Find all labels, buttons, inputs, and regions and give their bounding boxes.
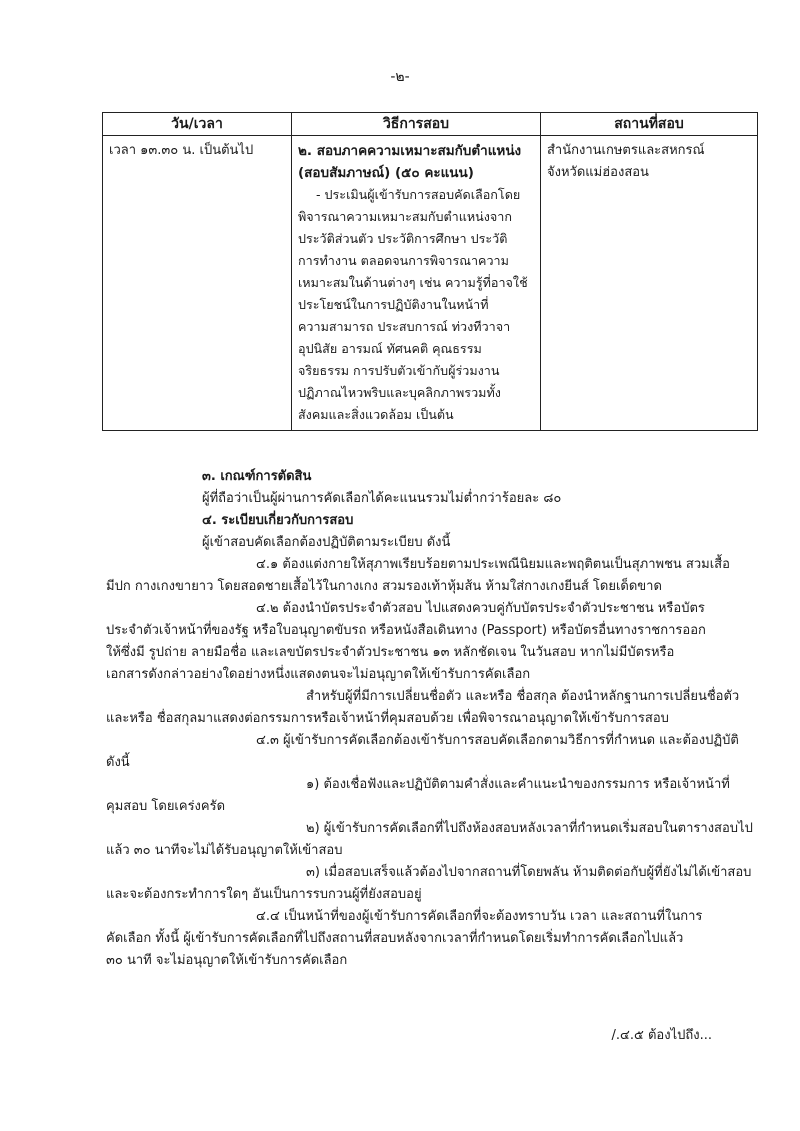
paragraph-line: เอกสารดังกล่าวอย่างใดอย่างหนึ่งแสดงตนจะไม่อนุญาตให้เข้ารับการคัดเลือก xyxy=(106,667,531,682)
paragraph-line: ประจำตัวเจ้าหน้าที่ของรัฐ หรือใบอนุญาตขับรถ หรือหนังสือเดินทาง (Passport) หรือบัตรอื่นทางราชการออก xyxy=(106,623,706,638)
cell-method xyxy=(292,136,541,431)
header-date-time: วัน/เวลา xyxy=(103,113,292,136)
paragraph-line: ๓) เมื่อสอบเสร็จแล้วต้องไปจากสถานที่โดยพลัน ห้ามติดต่อกับผู้ที่ยังไม่ได้เข้าสอบ xyxy=(306,865,752,880)
cell-place xyxy=(541,136,758,431)
paragraph-line: แล้ว ๓๐ นาทีจะไม่ได้รับอนุญาตให้เข้าสอบ xyxy=(106,843,343,858)
section-heading-criteria: ๓. เกณฑ์การตัดสิน xyxy=(202,469,312,484)
schedule-table xyxy=(102,112,758,431)
paragraph-line: และจะต้องกระทำการใดๆ อันเป็นการรบกวนผู้ที่ยังสอบอยู่ xyxy=(106,887,422,902)
rules-intro: ผู้เข้าสอบคัดเลือกต้องปฏิบัติตามระเบียบ ดังนี้ xyxy=(202,535,451,550)
criteria-text: ผู้ที่ถือว่าเป็นผู้ผ่านการคัดเลือกได้คะแนนรวมไม่ต่ำกว่าร้อยละ ๘๐ xyxy=(202,491,562,506)
paragraph-line: ๒) ผู้เข้ารับการคัดเลือกที่ไปถึงห้องสอบหลังเวลาที่กำหนดเริ่มสอบในตารางสอบไป xyxy=(306,821,753,836)
paragraph-line: คัดเลือก ทั้งนี้ ผู้เข้ารับการคัดเลือกที่ไปถึงสถานที่สอบหลังจากเวลาที่กำหนดโดยเริ่มทำการคัดเลือกไปแล้ว xyxy=(106,931,684,946)
section-heading-rules: ๔. ระเบียบเกี่ยวกับการสอบ xyxy=(202,513,354,528)
method-line: ปฏิภาณไหวพริบและบุคลิกภาพรวมทั้ง xyxy=(298,385,501,400)
place-line: จังหวัดแม่ฮ่องสอน xyxy=(547,165,649,180)
table-header-row xyxy=(103,113,758,136)
paragraph-line: ๑) ต้องเชื่อฟังและปฏิบัติตามคำสั่งและคำแนะนำของกรรมการ หรือเจ้าหน้าที่ xyxy=(306,777,730,792)
method-line: จริยธรรม การปรับตัวเข้ากับผู้ร่วมงาน xyxy=(298,363,500,378)
method-line: อุปนิสัย อารมณ์ ทัศนคติ คุณธรรม xyxy=(298,341,482,356)
paragraph-line: ดังนี้ xyxy=(106,755,130,770)
paragraph-line: สำหรับผู้ที่มีการเปลี่ยนชื่อตัว และหรือ ชื่อสกุล ต้องนำหลักฐานการเปลี่ยนชื่อตัว xyxy=(306,689,740,704)
method-line: พิจารณาความเหมาะสมกับตำแหน่งจาก xyxy=(298,209,512,224)
paragraph-line: ให้ซึ่งมี รูปถ่าย ลายมือชื่อ และเลขบัตรประจำตัวประชาชน ๑๓ หลักชัดเจน ในวันสอบ หากไม่มีบัตรหรือ xyxy=(106,645,675,660)
cell-time: เวลา ๑๓.๓๐ น. เป็นต้นไป xyxy=(103,136,292,431)
paragraph-line: ๓๐ นาที จะไม่อนุญาตให้เข้ารับการคัดเลือก xyxy=(106,953,348,968)
method-line: ความสามารถ ประสบการณ์ ท่วงทีวาจา xyxy=(298,319,511,334)
method-title-line: (สอบสัมภาษณ์) (๕๐ คะแนน) xyxy=(298,165,474,181)
header-method: วิธีการสอบ xyxy=(292,113,541,136)
paragraph-line: ๔.๒ ต้องนำบัตรประจำตัวสอบ ไปแสดงควบคู่กับบัตรประจำตัวประชาชน หรือบัตร xyxy=(256,601,705,616)
document-body xyxy=(106,466,756,972)
paragraph-line: และหรือ ชื่อสกุลมาแสดงต่อกรรมการหรือเจ้าหน้าที่คุมสอบด้วย เพื่อพิจารณาอนุญาตให้เข้ารับการสอบ xyxy=(106,711,669,726)
paragraph-line: คุมสอบ โดยเคร่งครัด xyxy=(106,799,226,814)
paragraph-line: ๔.๑ ต้องแต่งกายให้สุภาพเรียบร้อยตามประเพณีนิยมและพฤติตนเป็นสุภาพชน สวมเสื้อ xyxy=(256,557,730,572)
page-number: -๒- xyxy=(390,69,410,85)
method-line: สังคมและสิ่งแวดล้อม เป็นต้น xyxy=(298,407,454,422)
method-line: ประวัติส่วนตัว ประวัติการศึกษา ประวัติ xyxy=(298,231,508,246)
paragraph-line: ๔.๓ ผู้เข้ารับการคัดเลือกต้องเข้ารับการสอบคัดเลือกตามวิธีการที่กำหนด และต้องปฏิบัติ xyxy=(256,733,739,748)
header-place: สถานที่สอบ xyxy=(541,113,758,136)
place-line: สำนักงานเกษตรและสหกรณ์ xyxy=(547,143,705,158)
next-page-continuation: /.๔.๕ ต้องไปถึง... xyxy=(611,1028,712,1043)
method-line: การทำงาน ตลอดจนการพิจารณาความ xyxy=(298,253,509,268)
method-line: เหมาะสมในด้านต่างๆ เช่น ความรู้ที่อาจใช้ xyxy=(298,275,528,290)
method-line: - ประเมินผู้เข้ารับการสอบคัดเลือกโดย xyxy=(316,187,521,202)
method-line: ประโยชน์ในการปฏิบัติงานในหน้าที่ xyxy=(298,297,489,312)
paragraph-line: มีปก กางเกงขายาว โดยสอดชายเสื้อไว้ในกางเกง สวมรองเท้าหุ้มส้น ห้ามใส่กางเกงยีนส์ โดยเด็ดขาด xyxy=(106,579,662,594)
method-title xyxy=(298,140,534,184)
method-title-line: ๒. สอบภาคความเหมาะสมกับตำแหน่ง xyxy=(298,143,522,159)
table-row xyxy=(103,136,758,431)
paragraph-line: ๔.๔ เป็นหน้าที่ของผู้เข้ารับการคัดเลือกที่จะต้องทราบวัน เวลา และสถานที่ในการ xyxy=(256,909,703,924)
